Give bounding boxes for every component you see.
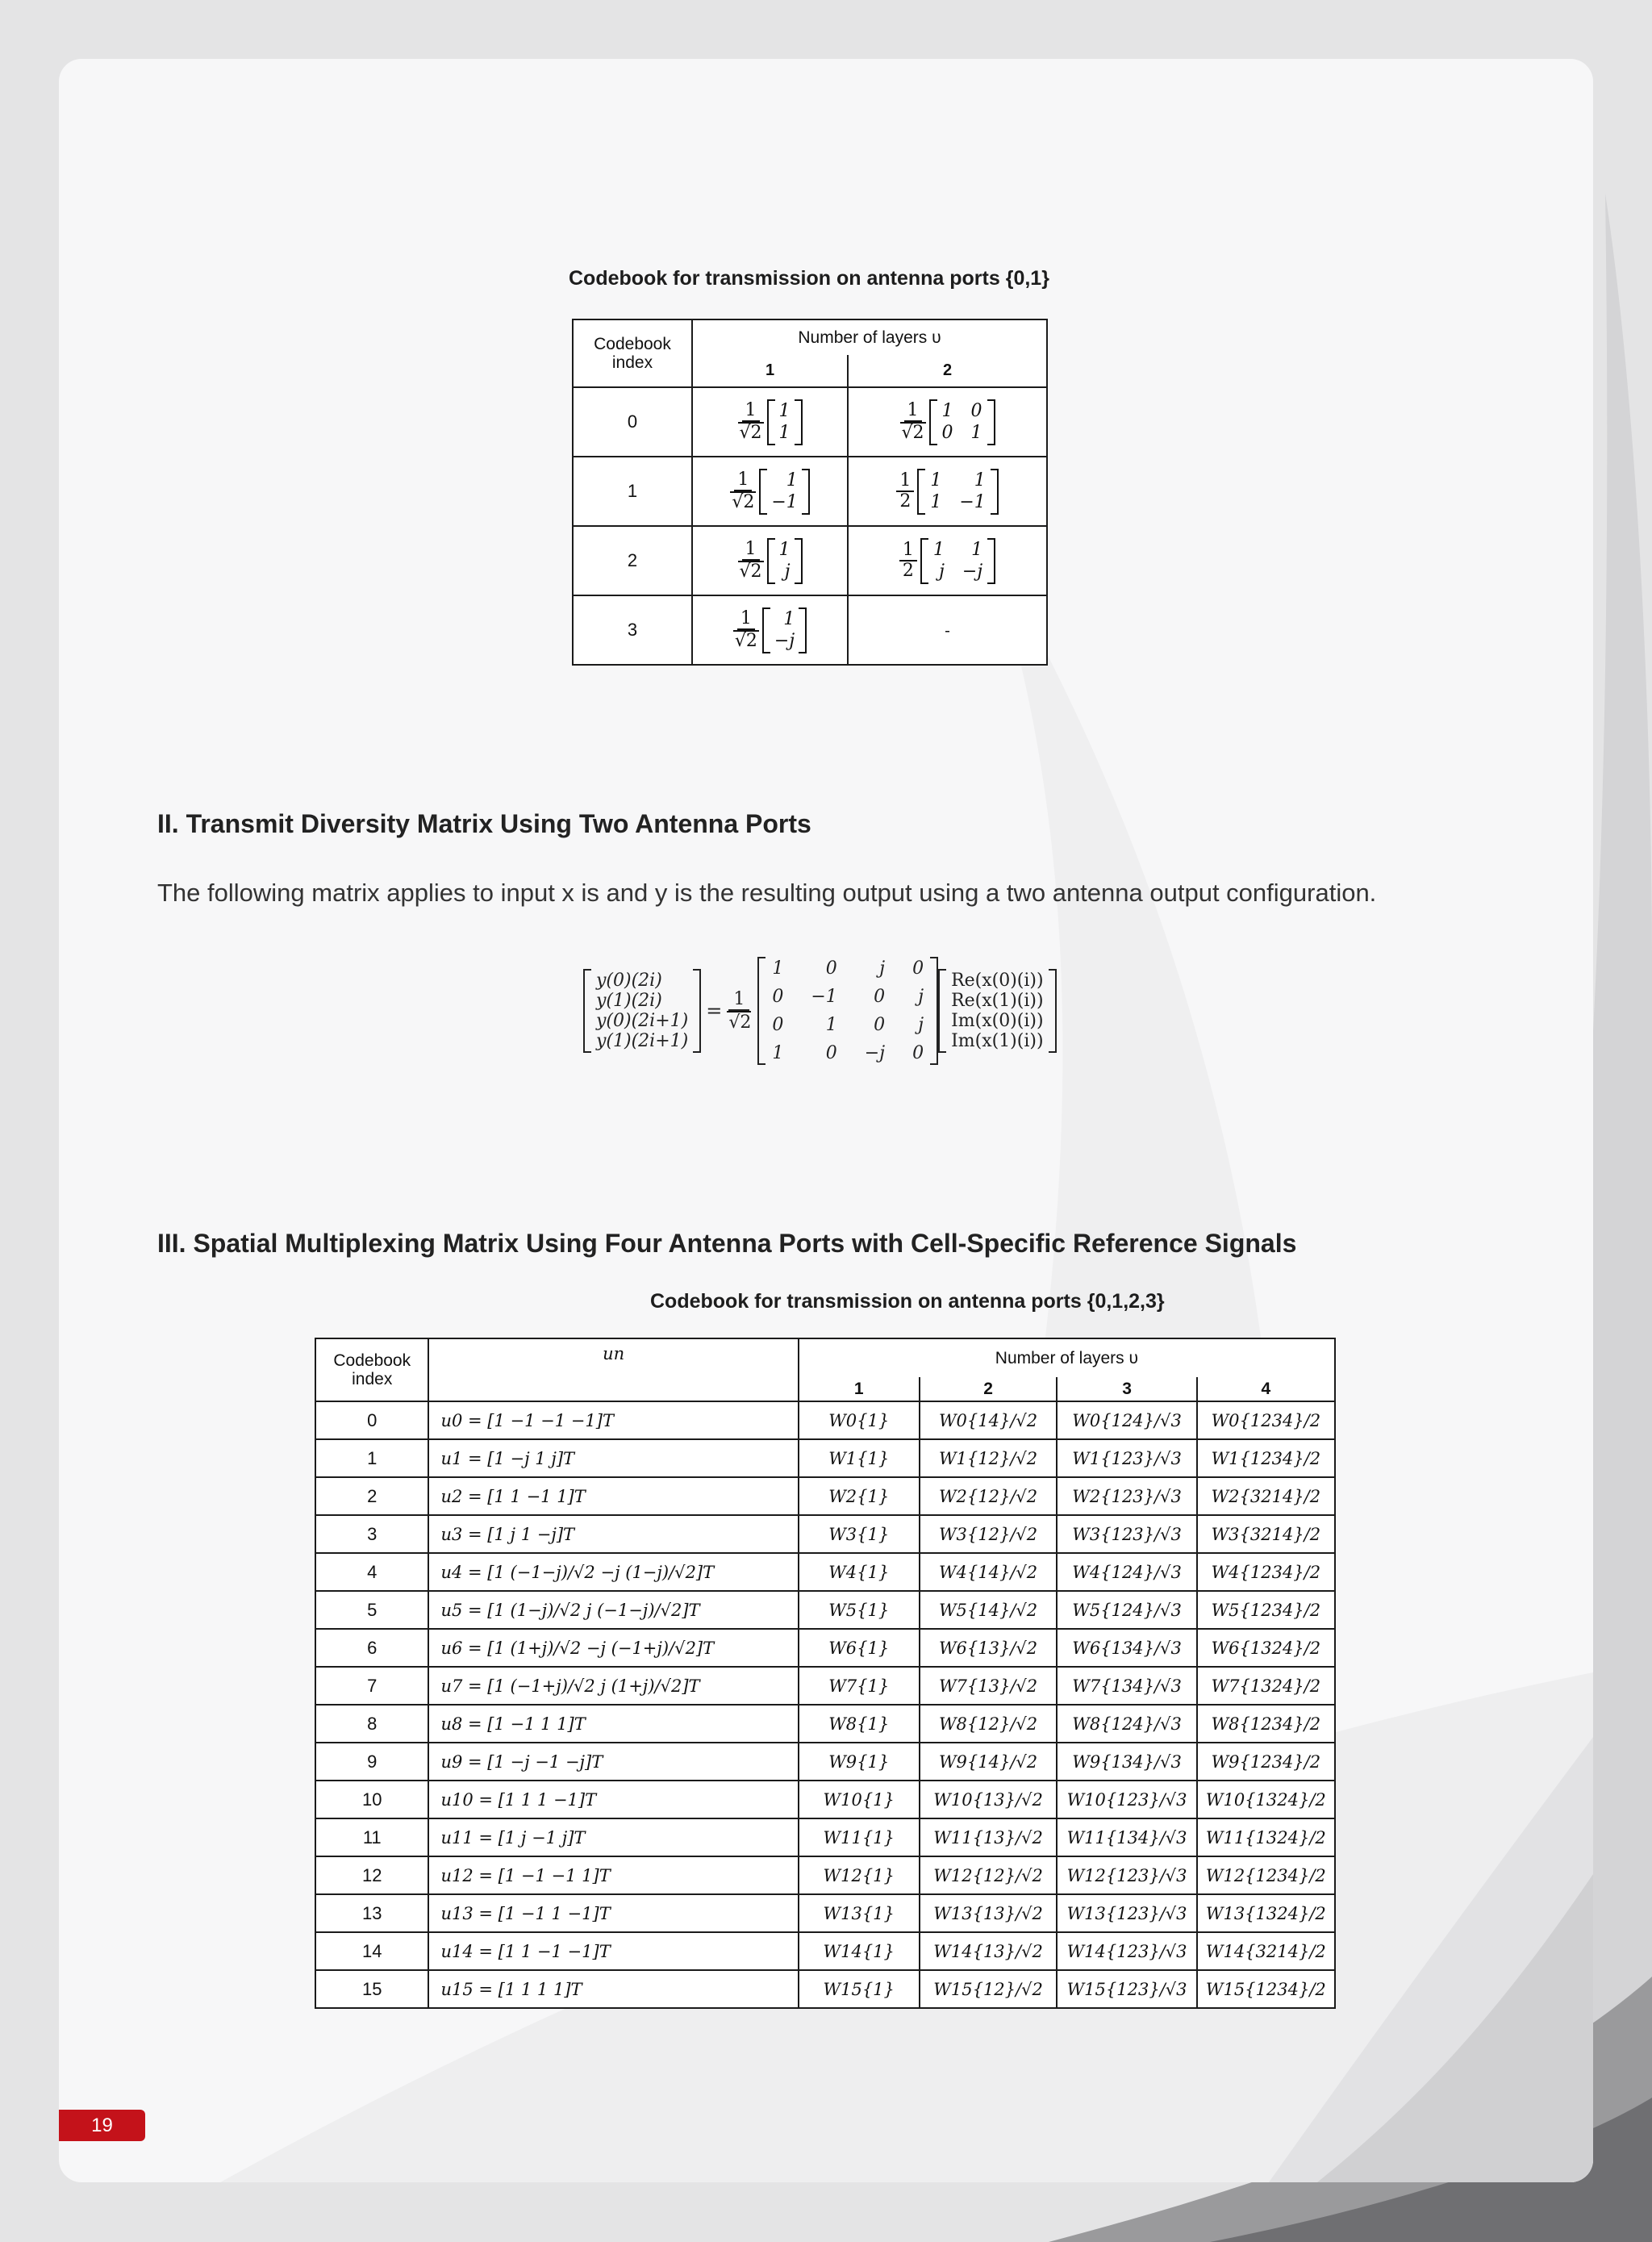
codebook-index: 9 [315, 1743, 428, 1781]
table-row [315, 1705, 1335, 1743]
un-header: un [428, 1338, 798, 1401]
table-row [315, 1629, 1335, 1667]
table-row [315, 1932, 1335, 1970]
codebook-index: 2 [315, 1477, 428, 1515]
precoder-layer-2: W10{13}/√2 [920, 1781, 1058, 1818]
matrix-entry: 1 [772, 958, 784, 979]
layer-1-label: 1 [692, 355, 848, 387]
precoder-layer-1 [692, 387, 848, 457]
precoder-layer-1: W14{1} [799, 1932, 920, 1970]
matrix-entry: 0 [825, 1043, 837, 1063]
output-entry: y(1)(2i) [596, 991, 662, 1011]
precoder-layer-4: W14{3214}/2 [1197, 1932, 1335, 1970]
table-row [315, 1553, 1335, 1591]
output-entry: y(1)(2i+1) [596, 1031, 689, 1051]
coefficient: $\frac{1}{2}$ [896, 471, 914, 511]
precoder-layer-1: W10{1} [799, 1781, 920, 1818]
codebook-index: 10 [315, 1781, 428, 1818]
precoder-layer-4: W12{1234}/2 [1197, 1856, 1335, 1894]
matrix-entry: 1 [825, 1015, 837, 1035]
precoder-layer-2: W11{13}/√2 [920, 1818, 1058, 1856]
precoder-layer-3: W4{124}/√3 [1057, 1553, 1196, 1591]
precoder-layer-4: W10{1324}/2 [1197, 1781, 1335, 1818]
precoder-layer-3: W5{124}/√3 [1057, 1591, 1196, 1629]
precoder-layer-2 [848, 526, 1047, 595]
precoder-layer-4: W8{1234}/2 [1197, 1705, 1335, 1743]
un-vector: u10 = [1 1 1 −1]T [428, 1781, 798, 1818]
precoder-layer-2: W8{12}/√2 [920, 1705, 1058, 1743]
precoder-layer-4: W1{1234}/2 [1197, 1439, 1335, 1477]
input-entry: Re(x(0)(i)) [951, 971, 1044, 991]
big-layers-header: Number of layers υ [799, 1338, 1335, 1377]
precoder-layer-4: W11{1324}/2 [1197, 1818, 1335, 1856]
precoder-layer-4: W9{1234}/2 [1197, 1743, 1335, 1781]
big-layer-1-label: 1 [799, 1377, 920, 1401]
un-vector: u14 = [1 1 −1 −1]T [428, 1932, 798, 1970]
precoder-layer-2: W7{13}/√2 [920, 1667, 1058, 1705]
codebook-index: 4 [315, 1553, 428, 1591]
codebook-index: 7 [315, 1667, 428, 1705]
precoder-layer-2: W0{14}/√2 [920, 1401, 1058, 1439]
precoder-layer-1 [692, 457, 848, 526]
precoder-layer-3: W9{134}/√3 [1057, 1743, 1196, 1781]
precoder-layer-1: W4{1} [799, 1553, 920, 1591]
table-row [573, 387, 1047, 457]
matrix-entry: 0 [874, 1015, 886, 1035]
big-codebook-index-header: Codebook index [315, 1338, 428, 1401]
precoder-layer-2: W9{14}/√2 [920, 1743, 1058, 1781]
precoder-layer-3: W7{134}/√3 [1057, 1667, 1196, 1705]
precoder-layer-1: W13{1} [799, 1894, 920, 1932]
table-row [315, 1894, 1335, 1932]
precoder-layer-3: W14{123}/√3 [1057, 1932, 1196, 1970]
precoder-layer-1: W6{1} [799, 1629, 920, 1667]
precoder-layer-2: W5{14}/√2 [920, 1591, 1058, 1629]
table2-caption: Codebook for transmission on antenna ports {0,1,2,3} [650, 1290, 1165, 1313]
codebook-index: 12 [315, 1856, 428, 1894]
precoder-layer-3: W11{134}/√3 [1057, 1818, 1196, 1856]
precoder-layer-1: W7{1} [799, 1667, 920, 1705]
precoder-layer-3: W13{123}/√3 [1057, 1894, 1196, 1932]
precoder-layer-1: W3{1} [799, 1515, 920, 1553]
coefficient: $\frac{1}{√2}$ [732, 469, 755, 512]
un-vector: u1 = [1 −j 1 j]T [428, 1439, 798, 1477]
precoder-layer-2: W4{14}/√2 [920, 1553, 1058, 1591]
input-entry: Re(x(1)(i)) [951, 991, 1044, 1011]
table-row [315, 1477, 1335, 1515]
transmit-diversity-equation [583, 934, 1128, 1088]
un-vector: u8 = [1 −1 1 1]T [428, 1705, 798, 1743]
precoder-layer-2 [848, 457, 1047, 526]
precoder-layer-3: W6{134}/√3 [1057, 1629, 1196, 1667]
un-vector: u0 = [1 −1 −1 −1]T [428, 1401, 798, 1439]
vector: 1 j [767, 538, 803, 584]
table1-caption: Codebook for transmission on antenna ports {0,1} [569, 267, 1049, 290]
codebook-index: 3 [315, 1515, 428, 1553]
codebook-index: 1 [573, 457, 692, 526]
precoder-layer-4: W0{1234}/2 [1197, 1401, 1335, 1439]
precoder-layer-1: W1{1} [799, 1439, 920, 1477]
coding-matrix [757, 957, 938, 1065]
precoder-layer-4: W7{1324}/2 [1197, 1667, 1335, 1705]
precoder-layer-1: W5{1} [799, 1591, 920, 1629]
precoder-layer-3: W10{123}/√3 [1057, 1781, 1196, 1818]
matrix-entry: 1 [772, 1043, 784, 1063]
codebook-index: 8 [315, 1705, 428, 1743]
un-vector: u3 = [1 j 1 −j]T [428, 1515, 798, 1553]
precoder-layer-1: W2{1} [799, 1477, 920, 1515]
un-vector: u15 = [1 1 1 1]T [428, 1970, 798, 2008]
precoder-layer-3: W12{123}/√3 [1057, 1856, 1196, 1894]
matrix: 1 1 1 −1 [917, 469, 998, 515]
precoder-layer-2: W6{13}/√2 [920, 1629, 1058, 1667]
table-row [315, 1401, 1335, 1439]
section-2-heading: II. Transmit Diversity Matrix Using Two Antenna Ports [157, 809, 811, 838]
table-row [315, 1970, 1335, 2008]
un-vector: u7 = [1 (−1+j)/√2 j (1+j)/√2]T [428, 1667, 798, 1705]
un-vector: u13 = [1 −1 1 −1]T [428, 1894, 798, 1932]
un-vector: u6 = [1 (1+j)/√2 −j (−1+j)/√2]T [428, 1629, 798, 1667]
table-row [315, 1515, 1335, 1553]
precoder-layer-1: W12{1} [799, 1856, 920, 1894]
precoder-layer-3: W8{124}/√3 [1057, 1705, 1196, 1743]
input-entry: Im(x(0)(i)) [951, 1011, 1044, 1031]
precoder-layer-2: W3{12}/√2 [920, 1515, 1058, 1553]
coefficient: $\frac{1}{2}$ [899, 541, 917, 581]
equals-sign: = [706, 1000, 723, 1022]
matrix-entry: j [918, 1015, 924, 1035]
precoder-layer-1: W15{1} [799, 1970, 920, 2008]
precoder-layer-2: W1{12}/√2 [920, 1439, 1058, 1477]
precoder-layer-3: W15{123}/√3 [1057, 1970, 1196, 2008]
precoder-layer-3: W3{123}/√3 [1057, 1515, 1196, 1553]
codebook-index: 0 [315, 1401, 428, 1439]
table-row [315, 1591, 1335, 1629]
coefficient: $\frac{1}{√2}$ [739, 399, 762, 443]
matrix-entry: 0 [912, 958, 924, 979]
codebook-index-header: Codebook index [573, 319, 692, 387]
layer-2-label: 2 [848, 355, 1047, 387]
precoder-layer-2: W2{12}/√2 [920, 1477, 1058, 1515]
un-vector: u2 = [1 1 −1 1]T [428, 1477, 798, 1515]
matrix: 1 0 0 1 [929, 399, 995, 445]
input-entry: Im(x(1)(i)) [951, 1031, 1044, 1051]
vector: 1 −j [762, 607, 807, 653]
precoder-layer-2: W13{13}/√2 [920, 1894, 1058, 1932]
coefficient: $\frac{1}{√2}$ [739, 538, 762, 582]
precoder-layer-1: W0{1} [799, 1401, 920, 1439]
table-row [573, 526, 1047, 595]
coefficient: $\frac{1}{√2}$ [901, 399, 924, 443]
page-number: 19 [59, 2110, 145, 2141]
big-layer-3-label: 3 [1057, 1377, 1196, 1401]
matrix-entry: 0 [772, 1015, 784, 1035]
table-row [315, 1667, 1335, 1705]
table-row [315, 1856, 1335, 1894]
table-row [315, 1743, 1335, 1781]
un-vector: u9 = [1 −j −1 −j]T [428, 1743, 798, 1781]
matrix-entry: j [918, 987, 924, 1007]
precoder-layer-4: W5{1234}/2 [1197, 1591, 1335, 1629]
codebook-index: 15 [315, 1970, 428, 2008]
section-3-heading: III. Spatial Multiplexing Matrix Using Four Antenna Ports with Cell-Specific Reference Signals [157, 1229, 1297, 1258]
precoder-layer-3: W1{123}/√3 [1057, 1439, 1196, 1477]
output-entry: y(0)(2i+1) [596, 1011, 689, 1031]
vector: 1 1 [767, 399, 803, 445]
matrix-entry: 0 [772, 987, 784, 1007]
layers-header: Number of layers υ [692, 319, 1047, 355]
precoder-layer-3: W2{123}/√3 [1057, 1477, 1196, 1515]
precoder-layer-4: W4{1234}/2 [1197, 1553, 1335, 1591]
codebook-index: 14 [315, 1932, 428, 1970]
precoder-layer-4: W15{1234}/2 [1197, 1970, 1335, 2008]
precoder-layer-1: W11{1} [799, 1818, 920, 1856]
un-vector: u11 = [1 j −1 j]T [428, 1818, 798, 1856]
big-layer-2-label: 2 [920, 1377, 1058, 1401]
un-vector: u5 = [1 (1−j)/√2 j (−1−j)/√2]T [428, 1591, 798, 1629]
coefficient: $\frac{1}{√2}$ [734, 607, 757, 651]
precoder-layer-3: W0{124}/√3 [1057, 1401, 1196, 1439]
precoder-layer-2 [848, 387, 1047, 457]
document-page [59, 59, 1593, 2182]
precoder-layer-2: W12{12}/√2 [920, 1856, 1058, 1894]
precoder-layer-4: W6{1324}/2 [1197, 1629, 1335, 1667]
precoder-layer-1: W9{1} [799, 1743, 920, 1781]
precoder-layer-1 [692, 526, 848, 595]
matrix-entry: 0 [874, 987, 886, 1007]
precoder-layer-1: W8{1} [799, 1705, 920, 1743]
table-row [315, 1818, 1335, 1856]
matrix-entry: 0 [825, 958, 837, 979]
precoder-layer-2: - [848, 595, 1047, 665]
precoder-layer-4: W13{1324}/2 [1197, 1894, 1335, 1932]
codebook-index: 5 [315, 1591, 428, 1629]
codebook-index: 11 [315, 1818, 428, 1856]
precoder-layer-4: W3{3214}/2 [1197, 1515, 1335, 1553]
table-row [315, 1781, 1335, 1818]
codebook-index: 2 [573, 526, 692, 595]
codebook-index: 13 [315, 1894, 428, 1932]
section-2-paragraph: The following matrix applies to input x is and y is the resulting output using a two antenna output configuration. [157, 879, 1377, 907]
matrix-entry: j [879, 958, 886, 979]
precoder-layer-1 [692, 595, 848, 665]
matrix-entry: −1 [811, 987, 837, 1007]
matrix: 1 1 j −j [920, 538, 995, 584]
precoder-layer-2: W15{12}/√2 [920, 1970, 1058, 2008]
matrix-entry: 0 [912, 1043, 924, 1063]
matrix-entry: −j [864, 1043, 886, 1063]
input-vector [938, 969, 1057, 1053]
un-vector: u4 = [1 (−1−j)/√2 −j (1−j)/√2]T [428, 1553, 798, 1591]
vector: 1 −1 [759, 469, 809, 515]
codebook-index: 6 [315, 1629, 428, 1667]
big-layer-4-label: 4 [1197, 1377, 1335, 1401]
scale-factor: $\frac{1}{√2}$ [728, 989, 752, 1033]
codebook-index: 3 [573, 595, 692, 665]
un-vector: u12 = [1 −1 −1 1]T [428, 1856, 798, 1894]
precoder-layer-2: W14{13}/√2 [920, 1932, 1058, 1970]
codebook-table-4-ports [315, 1338, 1336, 2009]
output-entry: y(0)(2i) [596, 971, 662, 991]
codebook-index: 0 [573, 387, 692, 457]
codebook-table-2-ports [572, 319, 1048, 666]
table-row [315, 1439, 1335, 1477]
table-row [573, 457, 1047, 526]
output-vector [583, 969, 701, 1053]
codebook-index: 1 [315, 1439, 428, 1477]
table-row [573, 595, 1047, 665]
precoder-layer-4: W2{3214}/2 [1197, 1477, 1335, 1515]
